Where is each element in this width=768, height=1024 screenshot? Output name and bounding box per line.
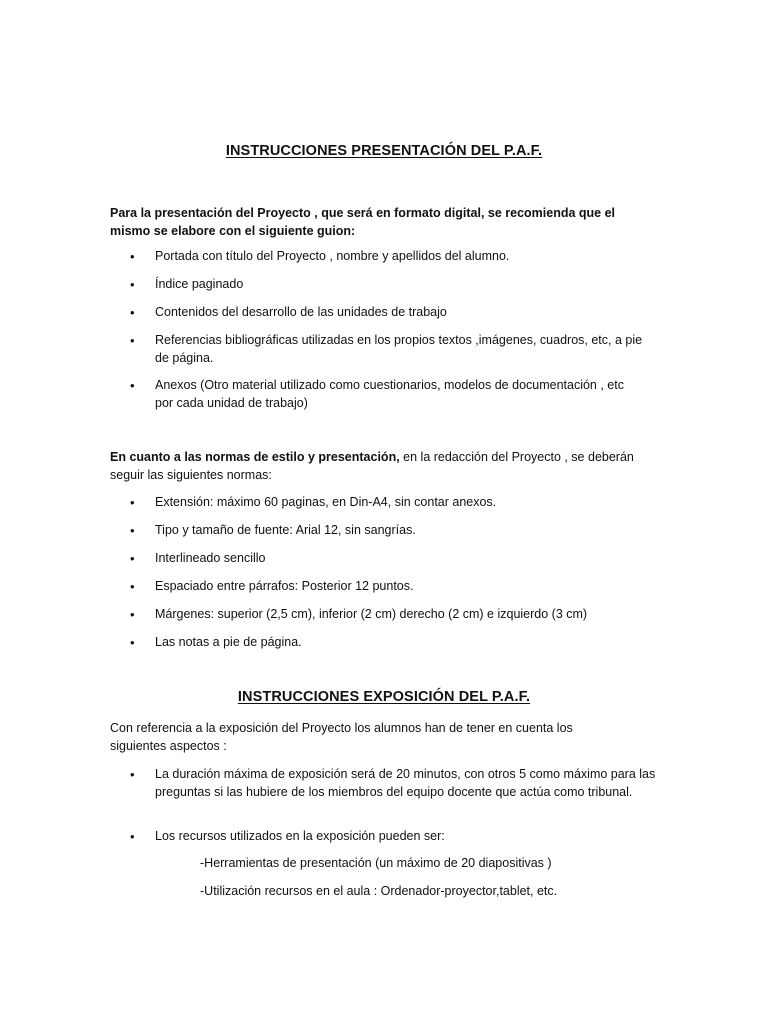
bullet-icon: •	[130, 378, 135, 393]
resource-subitem: -Utilización recursos en el aula : Ordenador-proyector,tablet, etc.	[200, 884, 558, 898]
list-item: • Extensión: máximo 60 paginas, en Din-A4, sin contar anexos.	[130, 495, 497, 510]
bullet-icon: •	[130, 829, 135, 844]
list-item: • Anexos (Otro material utilizado como cuestionarios, modelos de documentación , etc por cada unidad de trabajo)	[130, 378, 624, 410]
bullet-icon: •	[130, 305, 135, 320]
list-item: • Espaciado entre párrafos: Posterior 12 puntos.	[130, 579, 414, 594]
exposition-heading: INSTRUCCIONES EXPOSICIÓN DEL P.A.F.	[237, 689, 531, 705]
resource-subitem: -Herramientas de presentación (un máximo de 20 diapositivas )	[200, 856, 552, 870]
bullet-icon: •	[130, 607, 135, 622]
list-item: • Portada con título del Proyecto , nombre y apellidos del alumno.	[130, 249, 510, 264]
list-item: • Interlineado sencillo	[130, 551, 266, 566]
bullet-icon: •	[130, 579, 135, 594]
bullet-icon: •	[130, 767, 135, 782]
bullet-icon: •	[130, 551, 135, 566]
bullet-icon: •	[130, 523, 135, 538]
presentation-heading: INSTRUCCIONES PRESENTACIÓN DEL P.A.F.	[225, 143, 543, 159]
style-norms-intro: En cuanto a las normas de estilo y presentación, en la redacción del Proyecto , se deberán seguir las siguientes normas:	[110, 450, 634, 482]
presentation-intro: Para la presentación del Proyecto , que será en formato digital, se recomienda que el mismo se elabore con el siguiente guion:	[110, 206, 616, 238]
list-item: • Los recursos utilizados en la exposición pueden ser:	[130, 829, 445, 844]
list-item: • Tipo y tamaño de fuente: Arial 12, sin sangrías.	[130, 523, 416, 538]
bullet-icon: •	[130, 249, 135, 264]
bullet-icon: •	[130, 333, 135, 348]
list-item: • Márgenes: superior (2,5 cm), inferior (2 cm) derecho (2 cm) e izquierdo (3 cm)	[130, 607, 588, 622]
list-item: • Contenidos del desarrollo de las unidades de trabajo	[130, 305, 447, 320]
exposition-intro: Con referencia a la exposición del Proyecto los alumnos han de tener en cuenta los siguientes aspectos :	[110, 721, 573, 753]
list-item: • Índice paginado	[130, 277, 244, 292]
list-item: • Las notas a pie de página.	[130, 635, 302, 650]
bullet-icon: •	[130, 635, 135, 650]
bullet-icon: •	[130, 495, 135, 510]
list-item: • Referencias bibliográficas utilizadas en los propios textos ,imágenes, cuadros, etc, a pie de página.	[130, 333, 643, 365]
bullet-icon: •	[130, 277, 135, 292]
list-item: • La duración máxima de exposición será de 20 minutos, con otros 5 como máximo para las preguntas si las hubiere de los miembros del equipo docente que actúa como tribunal.	[130, 767, 656, 799]
